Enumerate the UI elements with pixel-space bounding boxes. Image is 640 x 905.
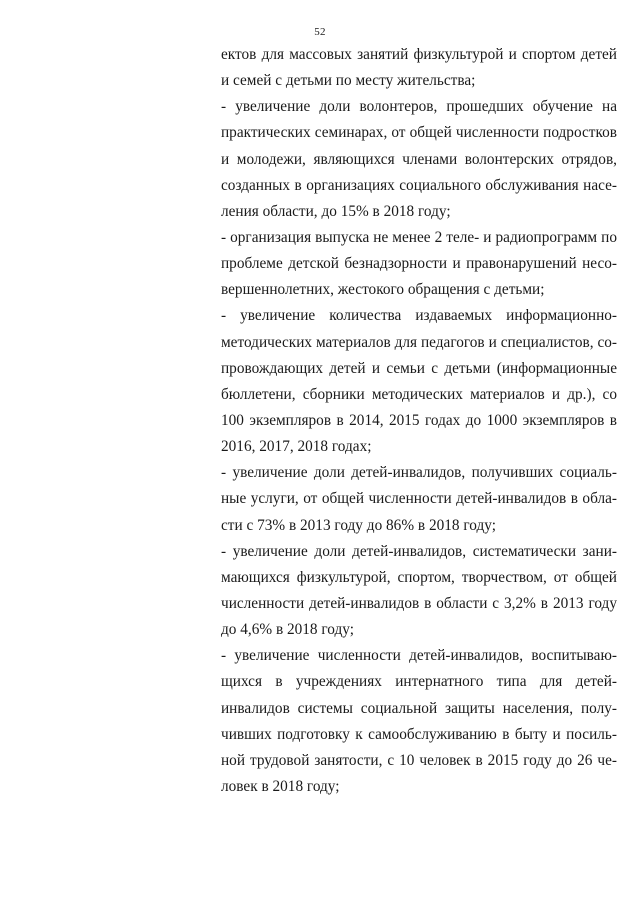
text-line: методических материалов для педагогов и специалистов, со- <box>221 333 617 351</box>
text-line: практических семинарах, от общей численности подростков <box>221 124 617 142</box>
text-line: бюллетени, сборники методических материалов и др.), со <box>221 385 617 403</box>
text-line: проблеме детской безнадзорности и правонарушений несо- <box>221 255 617 273</box>
text-line: и молодежи, являющихся членами волонтерских отрядов, <box>221 150 617 168</box>
text-line: и семей с детьми по месту жительства; <box>221 72 476 90</box>
text-line: 2016, 2017, 2018 годах; <box>221 438 372 456</box>
text-line: - увеличение доли волонтеров, прошедших обучение на <box>221 98 617 116</box>
text-line: сти с 73% в 2013 году до 86% в 2018 году; <box>221 516 496 534</box>
page-number: 52 <box>314 26 326 38</box>
text-line: провождающих детей и семьи с детьми (информационные <box>221 359 617 377</box>
text-line: ловек в 2018 году; <box>221 777 340 795</box>
text-line: - организация выпуска не менее 2 теле- и радиопрограмм по <box>221 228 617 246</box>
text-line: щихся в учреждениях интернатного типа для детей- <box>221 673 617 691</box>
text-line: - увеличение доли детей-инвалидов, получивших социаль- <box>221 464 617 482</box>
text-line: ектов для массовых занятий физкультурой и спортом детей <box>221 46 617 63</box>
text-line: - увеличение количества издаваемых информационно- <box>221 307 617 325</box>
text-line: инвалидов системы социальной защиты населения, полу- <box>221 699 617 717</box>
document-body <box>221 42 617 800</box>
text-line: ные услуги, от общей численности детей-инвалидов в обла- <box>221 490 617 508</box>
text-line: ления области, до 15% в 2018 году; <box>221 202 451 220</box>
text-line: - увеличение численности детей-инвалидов, воспитываю- <box>221 647 617 665</box>
text-line: - увеличение доли детей-инвалидов, систематически зани- <box>221 542 617 560</box>
text-line: созданных в организациях социального обслуживания насе- <box>221 176 617 194</box>
text-line: мающихся физкультурой, спортом, творчеством, от общей <box>221 568 617 586</box>
text-line: вершеннолетних, жестокого обращения с детьми; <box>221 281 545 299</box>
text-line: чивших подготовку к самообслуживанию в быту и посиль- <box>221 725 617 743</box>
text-line: 100 экземпляров в 2014, 2015 годах до 1000 экземпляров в <box>221 411 617 429</box>
text-line: до 4,6% в 2018 году; <box>221 621 354 639</box>
text-line: ной трудовой занятости, с 10 человек в 2015 году до 26 че- <box>221 751 617 769</box>
text-line: численности детей-инвалидов в области с 3,2% в 2013 году <box>221 594 617 612</box>
